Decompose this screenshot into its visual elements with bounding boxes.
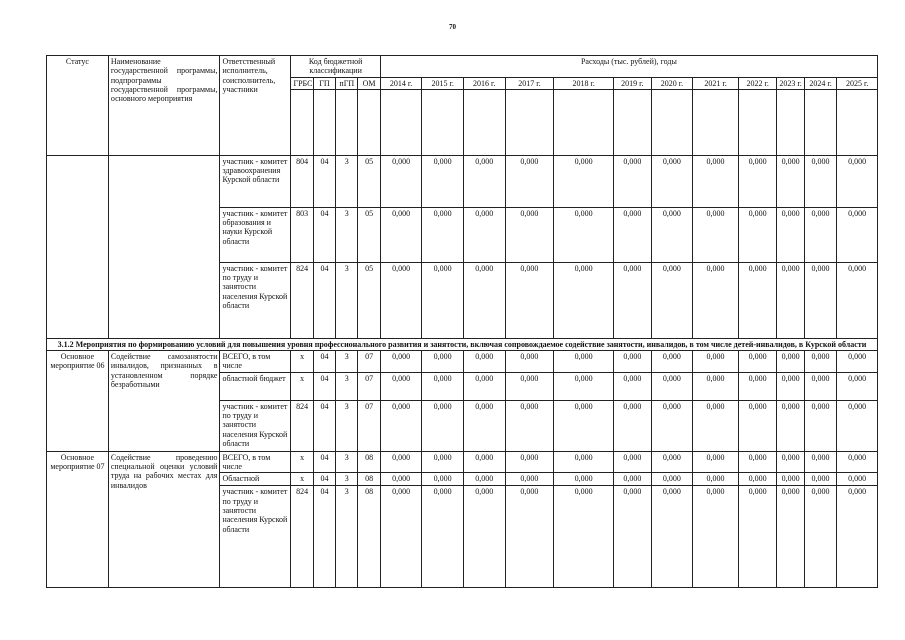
value-cell: 0,000 (693, 207, 739, 262)
code-cell: 824 (291, 262, 313, 338)
value-cell: 0,000 (651, 262, 693, 338)
header-class-col: ОМ (358, 77, 380, 89)
code-cell: 08 (358, 486, 380, 588)
value-cell: 0,000 (651, 155, 693, 207)
header-expenses: Расходы (тыс. рублей), годы (380, 56, 877, 78)
value-cell: 0,000 (777, 372, 804, 400)
value-cell: 0,000 (837, 400, 878, 451)
section-heading: 3.1.2 Мероприятия по формированию условий для повышения уровня профессионального развития и занятости, включая сопровождаемое содействие занятости, инвалидов, в том числе детей-инвалидов, в Курской области (47, 338, 878, 350)
code-cell: 3 (336, 207, 358, 262)
code-cell: 04 (313, 372, 335, 400)
value-cell: 0,000 (651, 473, 693, 486)
header-spacer-cell (291, 89, 313, 155)
header-year: 2018 г. (554, 77, 614, 89)
value-cell: 0,000 (380, 207, 422, 262)
value-cell: 0,000 (463, 372, 505, 400)
value-cell: 0,000 (777, 155, 804, 207)
value-cell: 0,000 (505, 351, 554, 373)
value-cell: 0,000 (693, 451, 739, 473)
value-cell: 0,000 (463, 451, 505, 473)
value-cell: 0,000 (693, 155, 739, 207)
name-cell (108, 155, 220, 338)
value-cell: 0,000 (463, 486, 505, 588)
header-class-col: ГП (313, 77, 335, 89)
header-spacer-cell (837, 89, 878, 155)
value-cell: 0,000 (422, 400, 464, 451)
value-cell: 0,000 (738, 207, 777, 262)
executor-cell: областной бюджет (220, 372, 291, 400)
value-cell: 0,000 (614, 351, 652, 373)
header-year: 2021 г. (693, 77, 739, 89)
code-cell: 08 (358, 473, 380, 486)
page-number: 70 (449, 23, 456, 31)
header-spacer-cell (693, 89, 739, 155)
value-cell: 0,000 (463, 155, 505, 207)
value-cell: 0,000 (693, 473, 739, 486)
value-cell: 0,000 (777, 451, 804, 473)
value-cell: 0,000 (463, 207, 505, 262)
table-row (47, 351, 878, 373)
value-cell: 0,000 (614, 473, 652, 486)
value-cell: 0,000 (693, 372, 739, 400)
code-cell: х (291, 372, 313, 400)
header-spacer-cell (554, 89, 614, 155)
value-cell: 0,000 (651, 486, 693, 588)
value-cell: 0,000 (651, 372, 693, 400)
value-cell: 0,000 (614, 451, 652, 473)
header-year: 2025 г. (837, 77, 878, 89)
value-cell: 0,000 (614, 155, 652, 207)
value-cell: 0,000 (738, 262, 777, 338)
value-cell: 0,000 (804, 351, 836, 373)
header-year: 2020 г. (651, 77, 693, 89)
value-cell: 0,000 (380, 155, 422, 207)
value-cell: 0,000 (651, 207, 693, 262)
code-cell: 824 (291, 486, 313, 588)
value-cell: 0,000 (422, 486, 464, 588)
section-heading-row (47, 338, 878, 350)
code-cell: 05 (358, 155, 380, 207)
value-cell: 0,000 (804, 400, 836, 451)
budget-table (46, 55, 878, 588)
code-cell: 3 (336, 486, 358, 588)
header-budget-classification: Код бюджетной классификации (291, 56, 380, 78)
code-cell: 05 (358, 207, 380, 262)
value-cell: 0,000 (837, 262, 878, 338)
value-cell: 0,000 (837, 351, 878, 373)
value-cell: 0,000 (651, 400, 693, 451)
value-cell: 0,000 (804, 451, 836, 473)
header-spacer-cell (804, 89, 836, 155)
value-cell: 0,000 (777, 351, 804, 373)
status-cell (47, 155, 109, 338)
value-cell: 0,000 (380, 473, 422, 486)
code-cell: 04 (313, 451, 335, 473)
value-cell: 0,000 (463, 473, 505, 486)
value-cell: 0,000 (380, 262, 422, 338)
value-cell: 0,000 (554, 262, 614, 338)
value-cell: 0,000 (804, 207, 836, 262)
header-spacer-cell (463, 89, 505, 155)
value-cell: 0,000 (693, 351, 739, 373)
value-cell: 0,000 (422, 451, 464, 473)
value-cell: 0,000 (380, 400, 422, 451)
value-cell: 0,000 (554, 400, 614, 451)
value-cell: 0,000 (837, 451, 878, 473)
value-cell: 0,000 (554, 486, 614, 588)
header-spacer-cell (358, 89, 380, 155)
value-cell: 0,000 (777, 400, 804, 451)
value-cell: 0,000 (505, 207, 554, 262)
value-cell: 0,000 (693, 486, 739, 588)
value-cell: 0,000 (738, 351, 777, 373)
value-cell: 0,000 (777, 473, 804, 486)
value-cell: 0,000 (693, 400, 739, 451)
value-cell: 0,000 (505, 262, 554, 338)
value-cell: 0,000 (614, 207, 652, 262)
value-cell: 0,000 (804, 473, 836, 486)
value-cell: 0,000 (380, 372, 422, 400)
header-spacer-cell (380, 89, 422, 155)
code-cell: 824 (291, 400, 313, 451)
value-cell: 0,000 (837, 207, 878, 262)
executor-cell: ВСЕГО, в том числе (220, 451, 291, 473)
value-cell: 0,000 (837, 486, 878, 588)
value-cell: 0,000 (554, 207, 614, 262)
header-name: Наименование государственной программы, подпрограммы государственной программы, основного мероприятия (108, 56, 220, 156)
executor-cell: участник - комитет здравоохранения Курской области (220, 155, 291, 207)
header-spacer-cell (422, 89, 464, 155)
activity-status: Основное мероприятие 07 (47, 451, 109, 588)
value-cell: 0,000 (614, 372, 652, 400)
value-cell: 0,000 (554, 372, 614, 400)
header-spacer-cell (313, 89, 335, 155)
header-spacer-cell (651, 89, 693, 155)
value-cell: 0,000 (804, 372, 836, 400)
value-cell: 0,000 (463, 262, 505, 338)
value-cell: 0,000 (738, 155, 777, 207)
header-spacer-cell (614, 89, 652, 155)
executor-cell: Областной (220, 473, 291, 486)
value-cell: 0,000 (837, 372, 878, 400)
value-cell: 0,000 (738, 486, 777, 588)
value-cell: 0,000 (693, 262, 739, 338)
code-cell: 04 (313, 351, 335, 373)
value-cell: 0,000 (422, 351, 464, 373)
value-cell: 0,000 (422, 372, 464, 400)
value-cell: 0,000 (422, 155, 464, 207)
code-cell: 08 (358, 451, 380, 473)
value-cell: 0,000 (777, 207, 804, 262)
value-cell: 0,000 (554, 155, 614, 207)
code-cell: 3 (336, 372, 358, 400)
code-cell: х (291, 473, 313, 486)
code-cell: 3 (336, 155, 358, 207)
header-spacer-cell (336, 89, 358, 155)
header-status: Статус (47, 56, 109, 156)
value-cell: 0,000 (738, 473, 777, 486)
value-cell: 0,000 (837, 155, 878, 207)
code-cell: 803 (291, 207, 313, 262)
value-cell: 0,000 (505, 372, 554, 400)
value-cell: 0,000 (777, 486, 804, 588)
executor-cell: ВСЕГО, в том числе (220, 351, 291, 373)
value-cell: 0,000 (505, 451, 554, 473)
code-cell: 04 (313, 207, 335, 262)
value-cell: 0,000 (463, 351, 505, 373)
activity-status: Основное мероприятие 06 (47, 351, 109, 452)
value-cell: 0,000 (463, 400, 505, 451)
header-year: 2015 г. (422, 77, 464, 89)
value-cell: 0,000 (651, 351, 693, 373)
code-cell: 07 (358, 351, 380, 373)
header-year: 2023 г. (777, 77, 804, 89)
executor-cell: участник - комитет по труду и занятости населения Курской области (220, 262, 291, 338)
value-cell: 0,000 (738, 400, 777, 451)
table-body (47, 56, 878, 588)
header-spacer-cell (777, 89, 804, 155)
executor-cell: участник - комитет образования и науки Курской области (220, 207, 291, 262)
code-cell: 04 (313, 473, 335, 486)
value-cell: 0,000 (738, 372, 777, 400)
executor-cell: участник - комитет по труду и занятости населения Курской области (220, 486, 291, 588)
code-cell: 04 (313, 262, 335, 338)
code-cell: 3 (336, 400, 358, 451)
header-year: 2016 г. (463, 77, 505, 89)
code-cell: 3 (336, 262, 358, 338)
value-cell: 0,000 (505, 473, 554, 486)
value-cell: 0,000 (505, 400, 554, 451)
value-cell: 0,000 (422, 473, 464, 486)
code-cell: 3 (336, 451, 358, 473)
code-cell: х (291, 451, 313, 473)
code-cell: 3 (336, 351, 358, 373)
value-cell: 0,000 (554, 351, 614, 373)
code-cell: 04 (313, 486, 335, 588)
value-cell: 0,000 (380, 486, 422, 588)
header-spacer-cell (505, 89, 554, 155)
header-row-groups (47, 56, 878, 78)
value-cell: 0,000 (422, 207, 464, 262)
value-cell: 0,000 (614, 486, 652, 588)
value-cell: 0,000 (505, 486, 554, 588)
value-cell: 0,000 (380, 351, 422, 373)
value-cell: 0,000 (837, 473, 878, 486)
code-cell: 07 (358, 400, 380, 451)
value-cell: 0,000 (505, 155, 554, 207)
code-cell: х (291, 351, 313, 373)
value-cell: 0,000 (777, 262, 804, 338)
value-cell: 0,000 (614, 400, 652, 451)
value-cell: 0,000 (554, 451, 614, 473)
code-cell: 07 (358, 372, 380, 400)
activity-name: Содействие проведению специальной оценки условий труда на рабочих местах для инвалидов (108, 451, 220, 588)
header-year: 2024 г. (804, 77, 836, 89)
value-cell: 0,000 (804, 262, 836, 338)
value-cell: 0,000 (422, 262, 464, 338)
table-row (47, 451, 878, 473)
value-cell: 0,000 (554, 473, 614, 486)
code-cell: 04 (313, 400, 335, 451)
header-year: 2022 г. (738, 77, 777, 89)
value-cell: 0,000 (738, 451, 777, 473)
value-cell: 0,000 (651, 451, 693, 473)
header-class-col: пГП (336, 77, 358, 89)
header-spacer-cell (738, 89, 777, 155)
activity-name: Содействие самозанятости инвалидов, признанных в установленном порядке безработными (108, 351, 220, 452)
header-year: 2019 г. (614, 77, 652, 89)
code-cell: 3 (336, 473, 358, 486)
code-cell: 05 (358, 262, 380, 338)
value-cell: 0,000 (804, 155, 836, 207)
header-class-col: ГРБС (291, 77, 313, 89)
table-row (47, 155, 878, 207)
header-executor: Ответственный исполнитель, соисполнитель, участники (220, 56, 291, 156)
code-cell: 04 (313, 155, 335, 207)
header-year: 2017 г. (505, 77, 554, 89)
value-cell: 0,000 (804, 486, 836, 588)
header-year: 2014 г. (380, 77, 422, 89)
code-cell: 804 (291, 155, 313, 207)
value-cell: 0,000 (380, 451, 422, 473)
executor-cell: участник - комитет по труду и занятости населения Курской области (220, 400, 291, 451)
value-cell: 0,000 (614, 262, 652, 338)
